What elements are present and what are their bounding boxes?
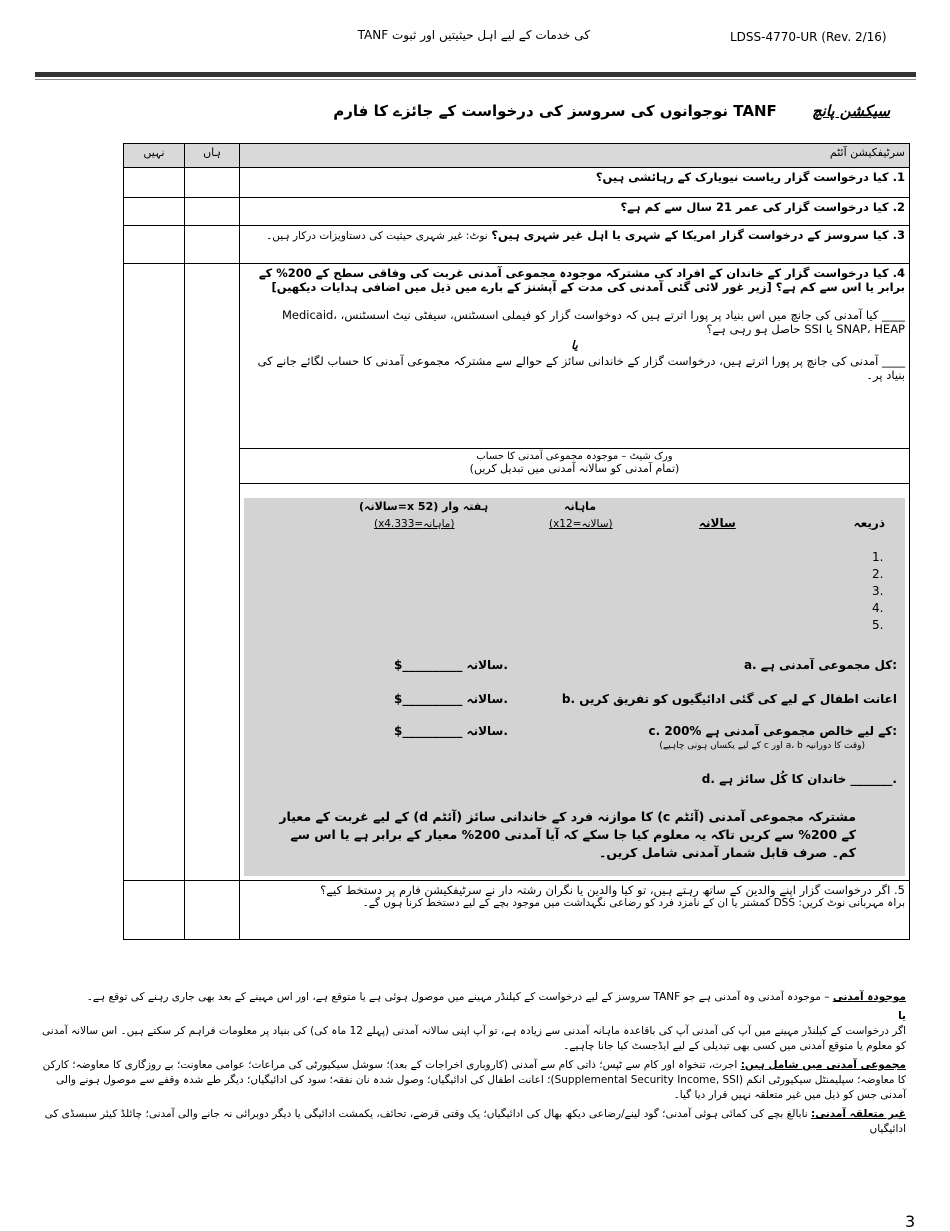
- footer-notes: [36, 990, 906, 1141]
- footer-p3-text: اجرت، تنخواہ اور کام سے ٹپس؛ ذاتی کام سے آمدنی (کاروباری اخراجات کے بعد)؛ سوشل سیکیورٹی کی مراعات؛ عوامی معاونت؛ بے روزگاری کا معاوضہ؛ کارکن کا معاوضہ؛ سپلیمنٹل سیکیورٹی انکم (Supplemental Security Income, SSI)؛ اعانت اطفال کی ادائیگیاں؛ وصول شدہ نان نفقہ؛ سود کی ادائیگیاں؛ دیگر طے شدہ وقفے سے موصول ہونے والی آمدنی جس کو ذیل میں غیر متعلقہ نہیں قرار دیا گیا۔: [42, 1059, 906, 1101]
- ws-item-a: a. کل مجموعی آمدنی ہے:: [743, 658, 897, 672]
- question-3-cell: [240, 226, 910, 264]
- ws-row-4[interactable]: 4.: [872, 601, 884, 615]
- footer-p1: [36, 990, 906, 1005]
- ws-item-c-note: (وقت کا دورانیہ a، b اور c کے لیے یکساں ہونی چاہیے): [659, 741, 865, 751]
- footer-or: یا: [898, 1010, 906, 1022]
- worksheet-subtitle: (تمام آمدنی کو سالانہ آمدنی میں تبدیل کریں): [469, 462, 680, 475]
- col-yes-header: ہاں: [185, 144, 240, 168]
- footer-p1-label: موجودہ آمدنی: [832, 991, 906, 1003]
- ws-row-3[interactable]: 3.: [872, 584, 884, 598]
- section-heading: TANF نوجوانوں کی سروسز کی درخواست کے جائزے کا فارم: [333, 102, 777, 120]
- q4-or: یا: [571, 338, 578, 352]
- ws-item-d[interactable]: d. خاندان کا کُل سائز ہے _______.: [701, 772, 897, 786]
- question-5-note: براہ مہربانی نوٹ کریں: DSS کمشنر یا ان کے نامزد فرد کو رضاعی نگہداشت میں موجود بچے کے لیے دستخط کرنا ہوں گے۔: [362, 897, 905, 909]
- section-title: [310, 102, 890, 120]
- header-rule-thin: [35, 79, 916, 80]
- header-title: TANF کی خدمات کے لیے اہل حیثیتیں اور ثبوت: [357, 28, 590, 42]
- q2-no-cell[interactable]: [124, 198, 185, 226]
- question-3-note: نوٹ: غیر شہری حیثیت کی دستاویزات درکار ہیں۔: [266, 230, 488, 242]
- question-4-cell: [240, 264, 910, 449]
- certification-table: [123, 143, 910, 940]
- question-4: 4. کیا درخواست گزار کے خاندان کے افراد کی مشترکہ موجودہ مجموعی آمدنی غربت کی وفاقی سطح کے 200% کے برابر یا اس سے کم ہے؟ [زیر غور لائی گئی آمدنی کی مدت کے آپشنز کے بارے میں ذیل میں اضافی ہدایات دیکھیں]: [258, 266, 905, 294]
- footer-p2: اگر درخواست کے کیلنڈر مہینے میں آپ کی آمدنی آپ کی باقاعدہ ماہانہ آمدنی سے زیادہ ہے، تو آپ اپنی سالانہ آمدنی (پہلے 12 ماہ کی) کی بنیاد پر معلومات فراہم کر سکتے ہیں۔ اس سالانہ آمدنی کو معلوم یا متوقع آمدنی میں کسی بھی تبدیلی کے لیے ایڈجسٹ کیا جانا چاہیے۔: [41, 1025, 906, 1052]
- ws-col-weekly-sub: (x4.333=ماہانہ): [374, 518, 455, 530]
- q4-no-cell[interactable]: [124, 264, 185, 881]
- ws-summary: مشترکہ مجموعی آمدنی (آئٹم c) کا موازنہ فرد کے خاندانی سائز (آئٹم d) کے لیے غربت کے معیار کے 200% سے کریں تاکہ یہ معلوم کیا جا سکے کہ آیا آمدنی 200% معیار کے برابر ہے یا اس سے کم۔ صرف قابل شمار آمدنی شامل کریں۔: [279, 809, 856, 860]
- q2-yes-cell[interactable]: [185, 198, 240, 226]
- question-5-cell: [240, 881, 910, 940]
- q4-yes-cell[interactable]: [185, 264, 240, 881]
- q4-option-2-text: آمدنی کی جانچ پر پورا اترتے ہیں، درخواست گزار کے خاندانی سائز کے حوالے سے مشترکہ مجموعی آمدنی کا حساب لگائے جانے کی بنیاد پر۔: [257, 354, 905, 382]
- footer-p3: [36, 1058, 906, 1103]
- ws-col-monthly: ماہانہ: [564, 500, 597, 513]
- q1-yes-cell[interactable]: [185, 168, 240, 198]
- ws-item-b-value[interactable]: $__________ سالانہ.: [394, 692, 508, 706]
- ws-item-c: c. 200% کے لیے خالص مجموعی آمدنی ہے:: [648, 724, 897, 738]
- ws-row-2[interactable]: 2.: [872, 567, 884, 581]
- col-item-header: سرٹیفکیشن آئٹم: [240, 144, 910, 168]
- q4-option-1-text: کیا آمدنی کی جانچ میں اس بنیاد پر پورا اترتے ہیں کہ دوخواست گزار کو فیملی اسسٹنس، سیفٹی نیٹ اسسٹنس، Medicaid، SNAP، HEAP یا SSI حاصل ہو رہی ہے؟: [281, 308, 905, 336]
- q5-yes-cell[interactable]: [185, 881, 240, 940]
- page-number: 3: [905, 1212, 916, 1231]
- ws-item-a-value[interactable]: $__________ سالانہ.: [394, 658, 508, 672]
- question-3: 3. کیا سروسز کے درخواست گزار امریکا کے شہری یا اہل غیر شہری ہیں؟: [491, 228, 905, 242]
- footer-p4-label: غیر متعلقہ آمدنی:: [811, 1108, 906, 1120]
- footer-p4: [36, 1107, 906, 1137]
- worksheet-header: [240, 449, 910, 484]
- ws-row-5[interactable]: 5.: [872, 618, 884, 632]
- question-5: 5. اگر درخواست گزار اپنے والدین کے ساتھ رہتے ہیں، تو کیا والدین یا نگران رشتہ دار نے سرٹیفکیشن فارم پر دستخط کیے؟: [320, 883, 905, 897]
- ws-col-monthly-sub: (x12=سالانہ): [549, 518, 613, 530]
- ws-col-weekly: ہفتہ وار (52 x=سالانہ): [359, 500, 489, 513]
- q4-option-2: [244, 354, 905, 382]
- worksheet-title: ورک شیٹ – موجودہ مجموعی آمدنی کا حساب: [476, 451, 673, 462]
- worksheet-box: [244, 498, 905, 876]
- question-1: 1. کیا درخواست گزار ریاست نیویارک کے رہائشی ہیں؟: [240, 168, 910, 198]
- ws-col-annual: سالانہ: [699, 516, 736, 530]
- q4-option-1: [244, 308, 905, 336]
- worksheet-cell: [240, 484, 910, 881]
- section-label: سیکشن پانچ: [811, 102, 890, 120]
- ws-item-b: b. اعانت اطفال کے لیے کی گئی ادائیگیوں کو تفریق کریں: [561, 692, 897, 706]
- form-number: LDSS-4770-UR (Rev. 2/16): [730, 30, 887, 44]
- col-no-header: نہیں: [124, 144, 185, 168]
- q3-no-cell[interactable]: [124, 226, 185, 264]
- ws-col-source: ذریعہ: [853, 516, 885, 530]
- header-rule: [35, 72, 916, 77]
- q3-yes-cell[interactable]: [185, 226, 240, 264]
- q4-option-2-blank[interactable]: ____: [878, 354, 905, 368]
- ws-item-c-value[interactable]: $__________ سالانہ.: [394, 724, 508, 738]
- q4-option-1-blank[interactable]: ____: [878, 308, 905, 322]
- q1-no-cell[interactable]: [124, 168, 185, 198]
- ws-row-1[interactable]: 1.: [872, 550, 884, 564]
- footer-p4-text: نابالغ بچے کی کمائی ہوئی آمدنی؛ گود لینے/رضاعی دیکھ بھال کی ادائیگیاں؛ یک وقتی قرضے، تحائف، یکمشت ادائیگی یا دیگر دوبرائی نہ جانے والی آمدنی؛ چائلڈ کیئر سبسڈی کی ادائیگیاں: [44, 1108, 906, 1135]
- footer-p3-label: مجموعی آمدنی میں شامل ہیں:: [740, 1059, 906, 1071]
- footer-p1-text: – موجودہ آمدنی وہ آمدنی ہے جو TANF سروسز کے لیے درخواست کے کیلنڈر مہینے میں موصول ہوئی ہے یا متوقع ہے، اور اس مہینے کے بعد بھی جاری رہنے کی توقع ہے۔: [86, 991, 833, 1003]
- question-2: 2. کیا درخواست گزار کی عمر 21 سال سے کم ہے؟: [240, 198, 910, 226]
- q5-no-cell[interactable]: [124, 881, 185, 940]
